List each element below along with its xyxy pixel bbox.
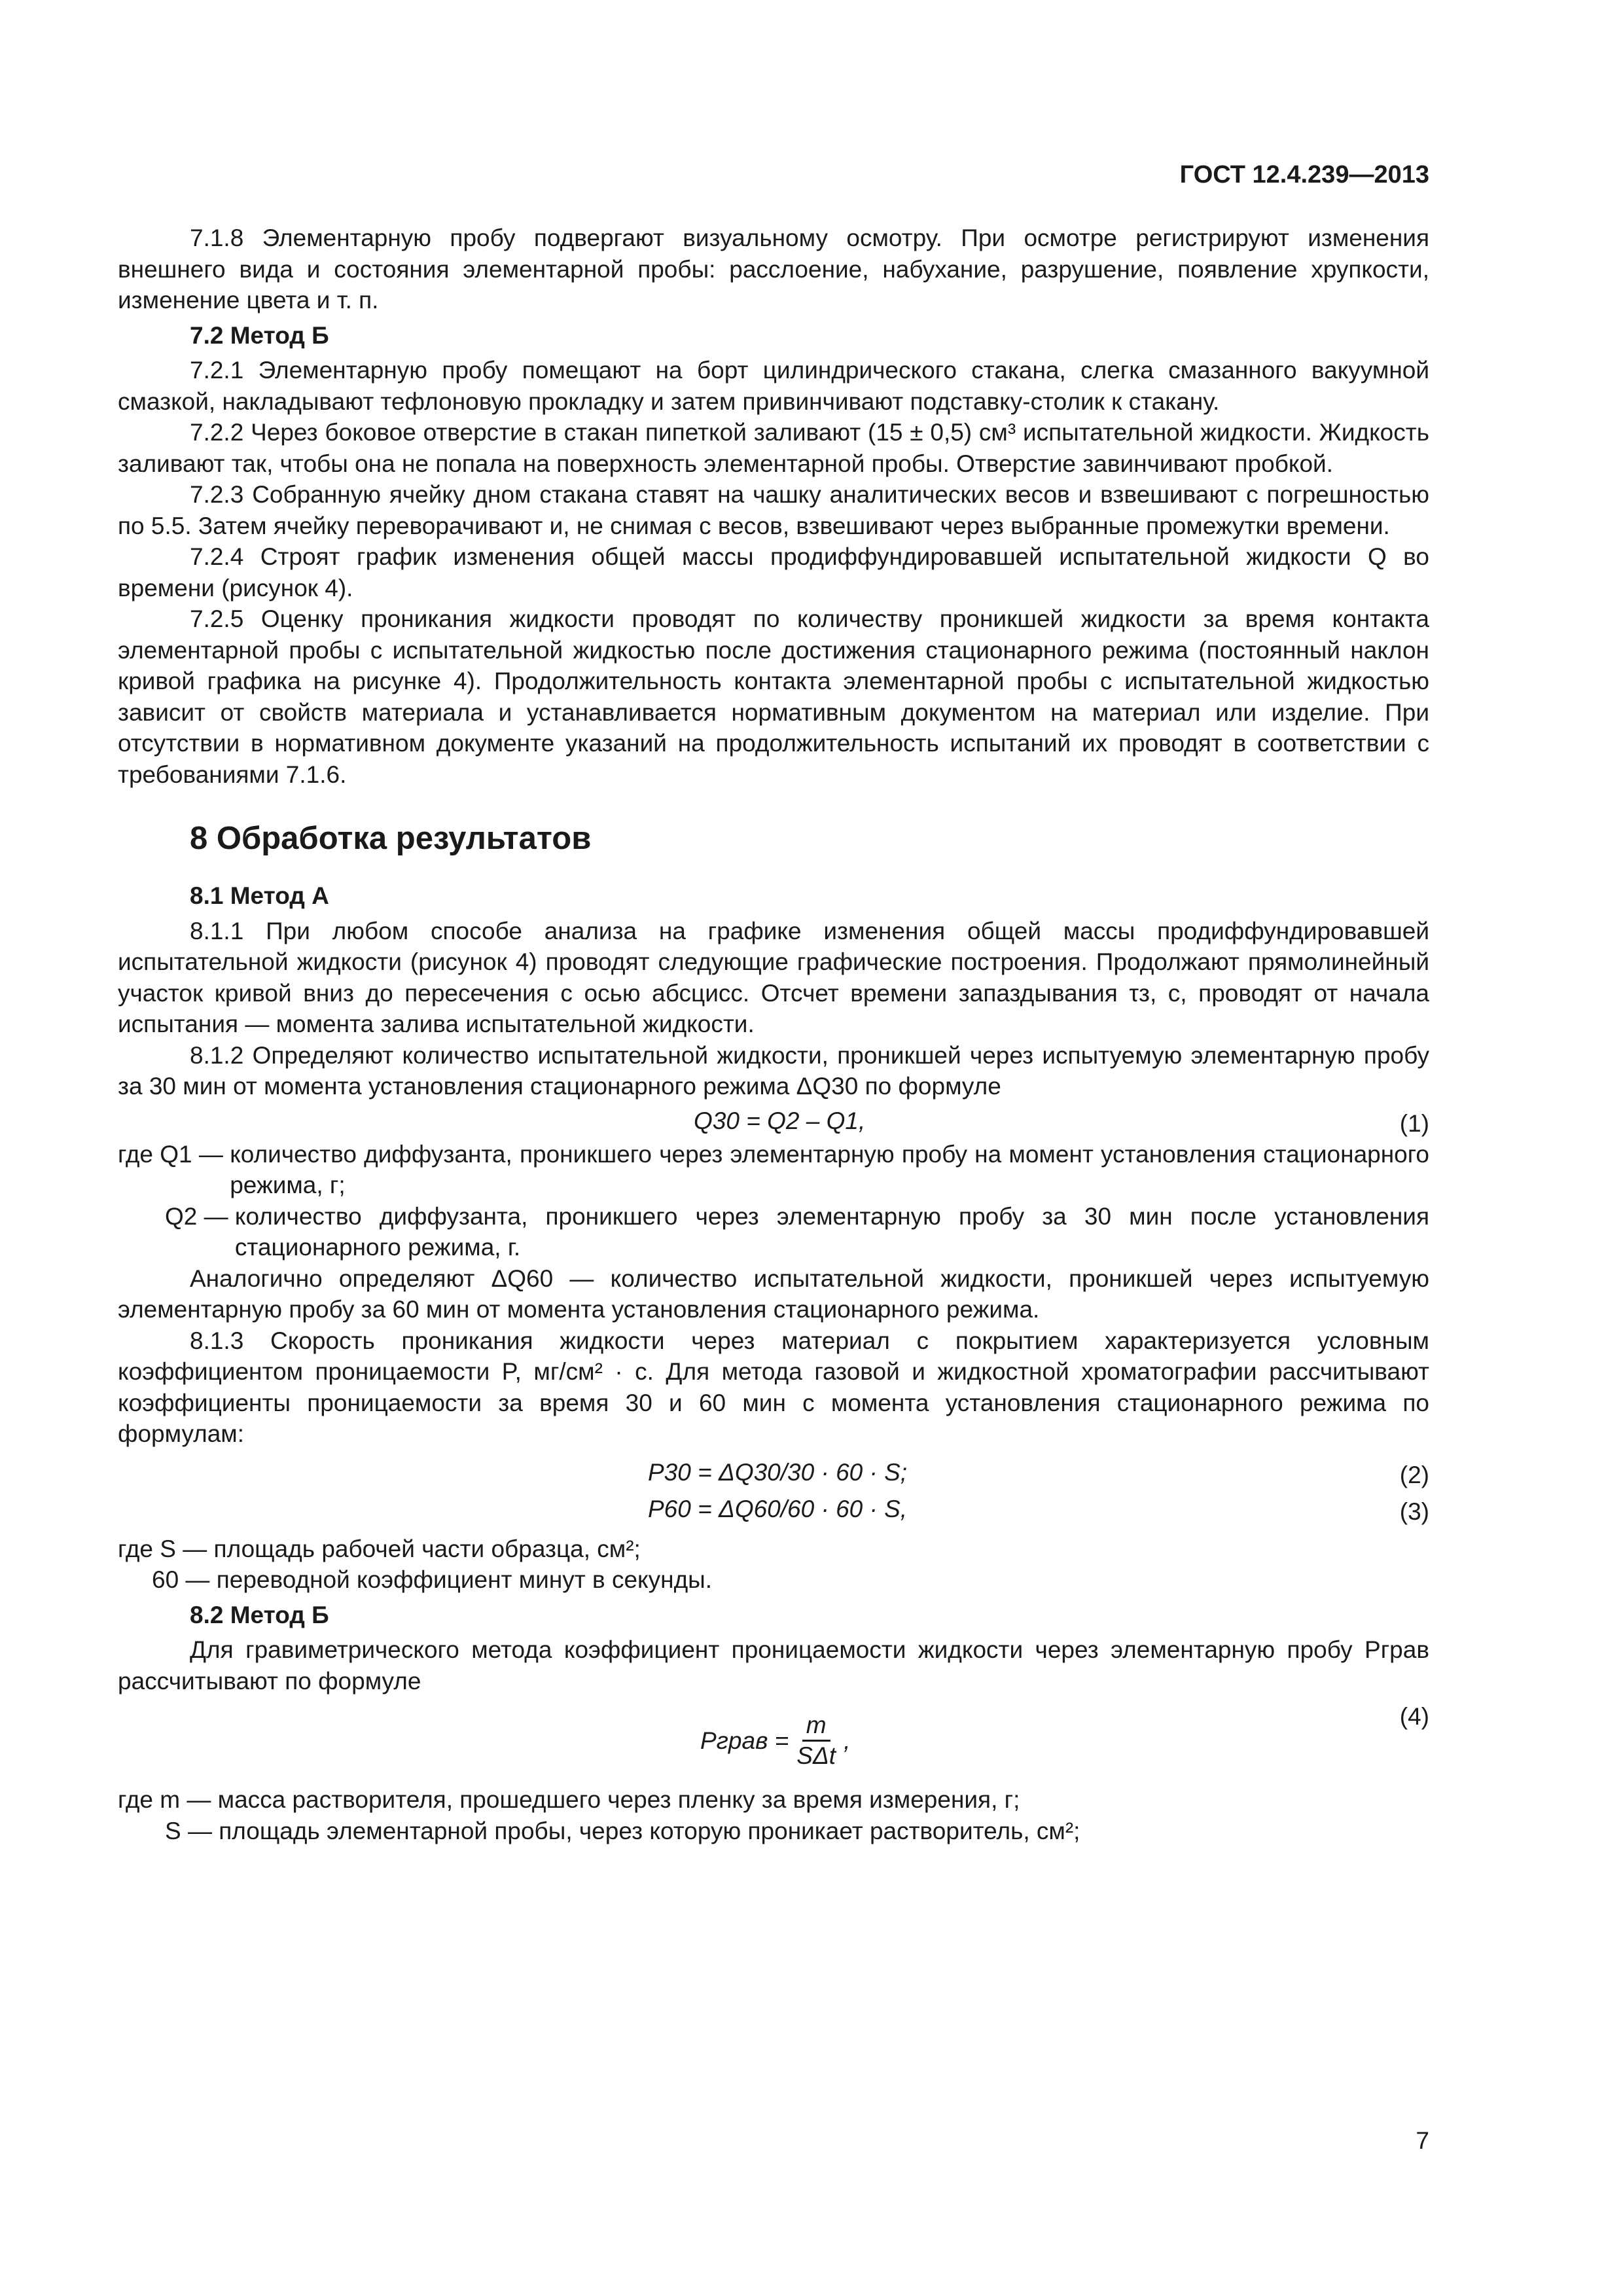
definition-text: площадь рабочей части образца, см²; <box>213 1535 641 1562</box>
formula-4-fraction <box>793 1711 840 1770</box>
formula-2-expression: P30 = ΔQ30/30 · 60 · S; <box>648 1458 908 1486</box>
definition-list-3 <box>118 1784 1429 1846</box>
definition-m <box>118 1784 1429 1816</box>
definition-term: Q2 — <box>165 1202 228 1230</box>
formula-1-expression: Q30 = Q2 – Q1, <box>694 1107 866 1134</box>
formula-3-number: (3) <box>1399 1498 1429 1525</box>
heading-section-8: 8 Обработка результатов <box>190 821 592 856</box>
paragraph-analog-q60: Аналогично определяют ΔQ60 — количество испытательной жидкости, проникшей через испытуемую элементарную пробу за 60 мин от момента установления стационарного режима. <box>118 1265 1429 1323</box>
page-number: 7 <box>1416 2127 1429 2154</box>
definition-list-1 <box>118 1139 1429 1263</box>
formula-1 <box>118 1102 1429 1139</box>
definition-q2 <box>118 1201 1429 1263</box>
formula-4-number: (4) <box>1399 1703 1429 1730</box>
formula-3 <box>118 1490 1429 1527</box>
formula-2-number: (2) <box>1399 1461 1429 1488</box>
formula-3-expression: P60 = ΔQ60/60 · 60 · S, <box>648 1495 908 1522</box>
formula-4-numerator: m <box>802 1711 830 1742</box>
formula-1-number: (1) <box>1399 1109 1429 1137</box>
definition-list-2 <box>118 1534 1429 1596</box>
definition-text: площадь элементарной пробы, через которую проникает растворитель, см²; <box>219 1817 1080 1844</box>
definition-term: где m — <box>118 1786 211 1813</box>
formula-2 <box>118 1454 1429 1490</box>
formula-4-denominator: SΔt <box>796 1742 836 1769</box>
document-code-header: ГОСТ 12.4.239—2013 <box>1179 161 1429 188</box>
definition-term: где S — <box>118 1535 207 1562</box>
definition-text: переводной коэффициент минут в секунды. <box>216 1566 713 1593</box>
definition-q1 <box>118 1139 1429 1201</box>
heading-8-2: 8.2 Метод Б <box>190 1601 329 1628</box>
section-7-continuation <box>118 223 1429 1846</box>
paragraph-8-1-3: 8.1.3 Скорость проникания жидкости через материал с покрытием характеризуется условным коэффициентом проницаемости P, мг/см² · с. Для метода газовой и жидкостной хроматографии рассчитывают коэффициенты проницаемости за время 30 и 60 мин с момента установления стационарного режима по формулам: <box>118 1327 1429 1447</box>
definition-60 <box>118 1564 1429 1596</box>
formula-4-expression <box>700 1711 850 1770</box>
heading-7-2: 7.2 Метод Б <box>190 321 329 349</box>
paragraph-8-2: Для гравиметрического метода коэффициент проницаемости жидкости через элементарную пробу Pграв рассчитывают по формуле <box>118 1636 1429 1695</box>
paragraph-8-1-1: 8.1.1 При любом способе анализа на графике изменения общей массы продиффундировавшей испытательной жидкости (рисунок 4) проводят следующие графические построения. Продолжают прямолинейный участок кривой вниз до пересечения с осью абсцисс. Отсчет времени запаздывания τз, с, проводят от начала испытания — момента залива испытательной жидкости. <box>118 917 1429 1037</box>
heading-8-1: 8.1 Метод А <box>190 882 329 909</box>
formula-4-tail: , <box>844 1727 851 1754</box>
paragraph-7-2-2: 7.2.2 Через боковое отверстие в стакан пипеткой заливают (15 ± 0,5) см³ испытательной жидкости. Жидкость заливают так, чтобы она не попала на поверхность элементарной пробы. Отверстие завинчивают пробкой. <box>118 419 1429 477</box>
definition-term: где Q1 — <box>118 1140 223 1168</box>
paragraph-8-1-2: 8.1.2 Определяют количество испытательной жидкости, проникшей через испытуемую элементарную пробу за 30 мин от момента установления стационарного режима ΔQ30 по формуле <box>118 1041 1429 1100</box>
definition-text: количество диффузанта, проникшего через элементарную пробу на момент установления стационарного режима, г; <box>230 1140 1429 1198</box>
paragraph-7-2-4: 7.2.4 Строят график изменения общей массы продиффундировавшей испытательной жидкости Q во времени (рисунок 4). <box>118 543 1429 601</box>
paragraph-7-2-3: 7.2.3 Собранную ячейку дном стакана ставят на чашку аналитических весов и взвешивают с погрешностью по 5.5. Затем ячейку переворачивают и, не снимая с весов, взвешивают через выбранные промежутки времени. <box>118 481 1429 539</box>
definition-s-area <box>118 1816 1429 1847</box>
definition-text: масса растворителя, прошедшего через пленку за время измерения, г; <box>217 1786 1020 1813</box>
paragraph-7-2-5: 7.2.5 Оценку проникания жидкости проводят по количеству проникшей жидкости за время контакта элементарной пробы с испытательной жидкостью после достижения стационарного режима (постоянный наклон кривой графика на рисунке 4). Продолжительность контакта элементарной пробы с испытательной жидкостью зависит от свойств материала и устанавливается нормативным документом на материал или изделие. При отсутствии в нормативном документе указаний на продолжительность испытаний их проводят в соответствии с требованиями 7.1.6. <box>118 605 1429 788</box>
paragraph-7-2-1: 7.2.1 Элементарную пробу помещают на борт цилиндрического стакана, слегка смазанного вакуумной смазкой, накладывают тефлоновую прокладку и затем привинчивают подставку-столик к стакану. <box>118 357 1429 415</box>
formula-4-lhs: Pграв = <box>700 1727 789 1754</box>
definition-term: S — <box>165 1817 212 1844</box>
definition-text: количество диффузанта, проникшего через элементарную пробу за 30 мин после установления стационарного режима, г. <box>234 1202 1429 1261</box>
definition-term: 60 — <box>152 1566 210 1593</box>
formula-4 <box>118 1703 1429 1775</box>
definition-s <box>118 1534 1429 1565</box>
paragraph-7-1-8: 7.1.8 Элементарную пробу подвергают визуальному осмотру. При осмотре регистрируют изменения внешнего вида и состояния элементарной пробы: расслоение, набухание, разрушение, появление хрупкости, изменение цвета и т. п. <box>118 224 1429 314</box>
